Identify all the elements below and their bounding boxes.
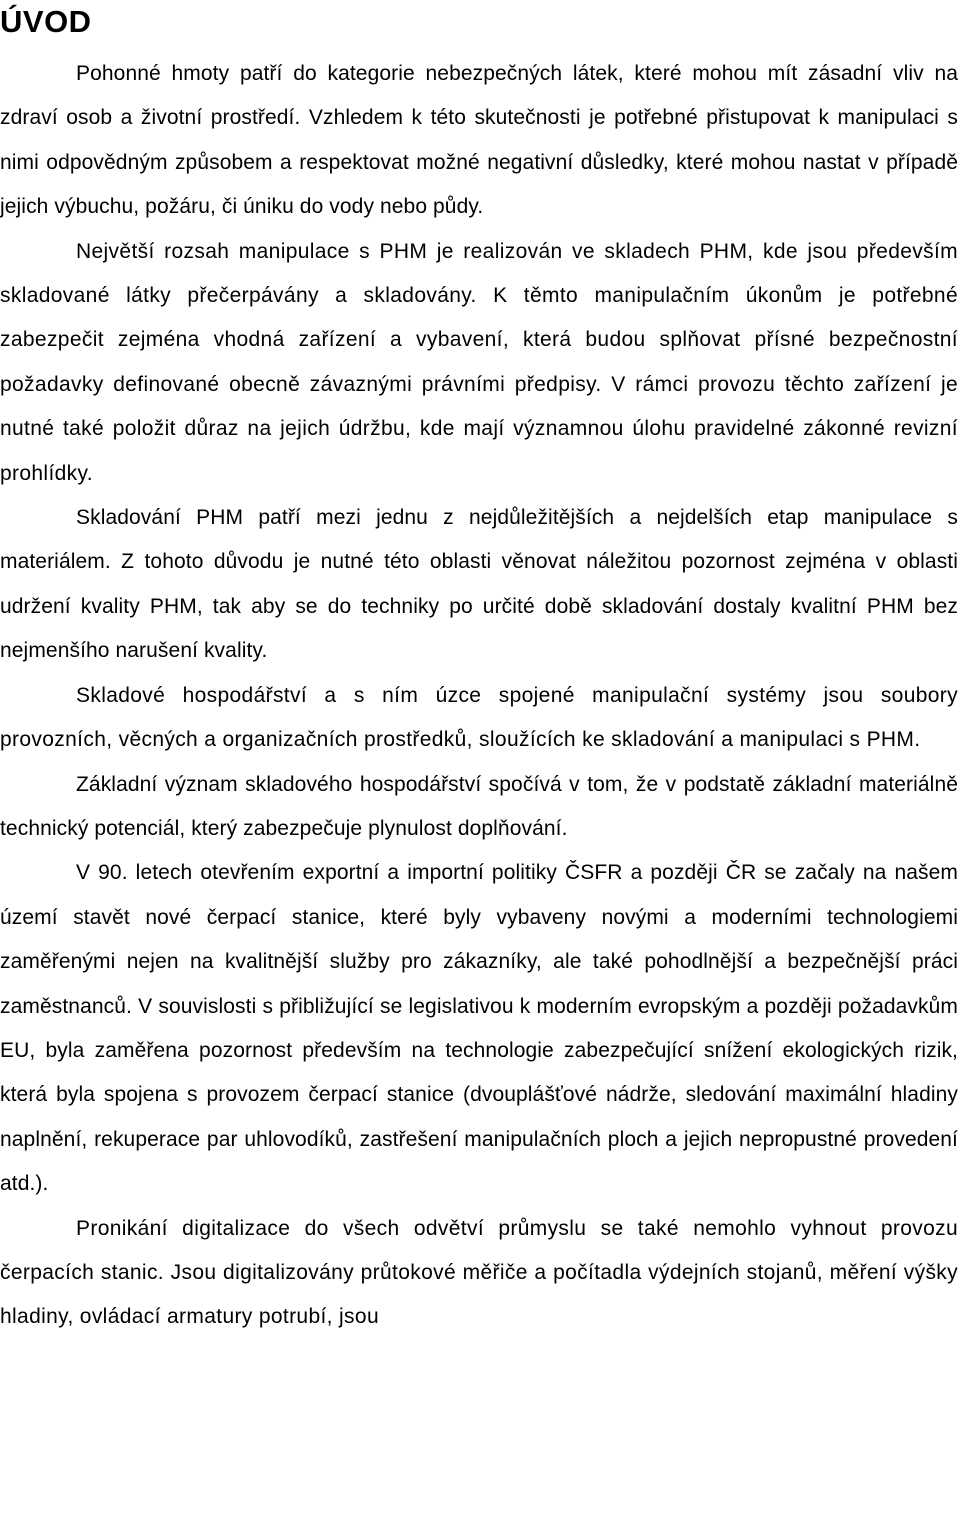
section-heading: ÚVOD <box>0 4 92 39</box>
paragraph-storage-manipulation: Největší rozsah manipulace s PHM je realizován ve skladech PHM, kde jsou především skladované látky přečerpávány a skladovány. K těmto manipulačním úkonům je potřebné zabezpečit zejména vhodná zařízení a vybavení, která budou splňovat přísné bezpečnostní požadavky definované obecně závaznými právními předpisy. V rámci provozu těchto zařízení je nutné také položit důraz na jejich údržbu, kde mají významnou úlohu pravidelné zákonné revizní prohlídky. <box>0 239 958 485</box>
paragraph-history: V 90. letech otevřením exportní a importní politiky ČSFR a později ČR se začaly na našem území stavět nové čerpací stanice, které byly vybaveny novými a moderními technologiemi zaměřenými nejen na kvalitnější služby pro zákazníky, ale také pohodlnější a bezpečnější práci zaměstnanců. V souvislosti s přibližující se legislativou k moderním evropským a později požadavkům EU, byla zaměřena pozornost především na technologie zabezpečující snížení ekologických rizik, která byla spojena s provozem čerpací stanice (dvouplášťové nádrže, sledování maximální hladiny naplnění, rekuperace par uhlovodíků, zastřešení manipulačních ploch a jejich nepropustné provedení atd.). <box>0 861 958 1196</box>
paragraph-storage-significance: Základní význam skladového hospodářství spočívá v tom, že v podstatě základní materiálně technický potenciál, který zabezpečuje plynulost doplňování. <box>0 772 958 840</box>
paragraph-intro: Pohonné hmoty patří do kategorie nebezpečných látek, které mohou mít zásadní vliv na zdraví osob a životní prostředí. Vzhledem k této skutečnosti je potřebné přistupovat k manipulaci s nimi odpovědným způsobem a respektovat možné negativní důsledky, které mohou nastat v případě jejich výbuchu, požáru, či úniku do vody nebo půdy. <box>0 62 958 219</box>
paragraph-storage-systems: Skladové hospodářství a s ním úzce spojené manipulační systémy jsou soubory provozních, věcných a organizačních prostředků, sloužících ke skladování a manipulaci s PHM. <box>0 683 958 752</box>
paragraph-storage-quality: Skladování PHM patří mezi jednu z nejdůležitějších a nejdelších etap manipulace s materiálem. Z tohoto důvodu je nutné této oblasti věnovat náležitou pozornost zejména v oblasti udržení kvality PHM, tak aby se do techniky po určité době skladování dostaly kvalitní PHM bez nejmenšího narušení kvality. <box>0 506 958 663</box>
paragraph-digitalization: Pronikání digitalizace do všech odvětví průmyslu se také nemohlo vyhnout provozu čerpacích stanic. Jsou digitalizovány průtokové měřiče a počítadla výdejních stojanů, měření výšky hladiny, ovládací armatury potrubí, jsou <box>0 1216 958 1329</box>
